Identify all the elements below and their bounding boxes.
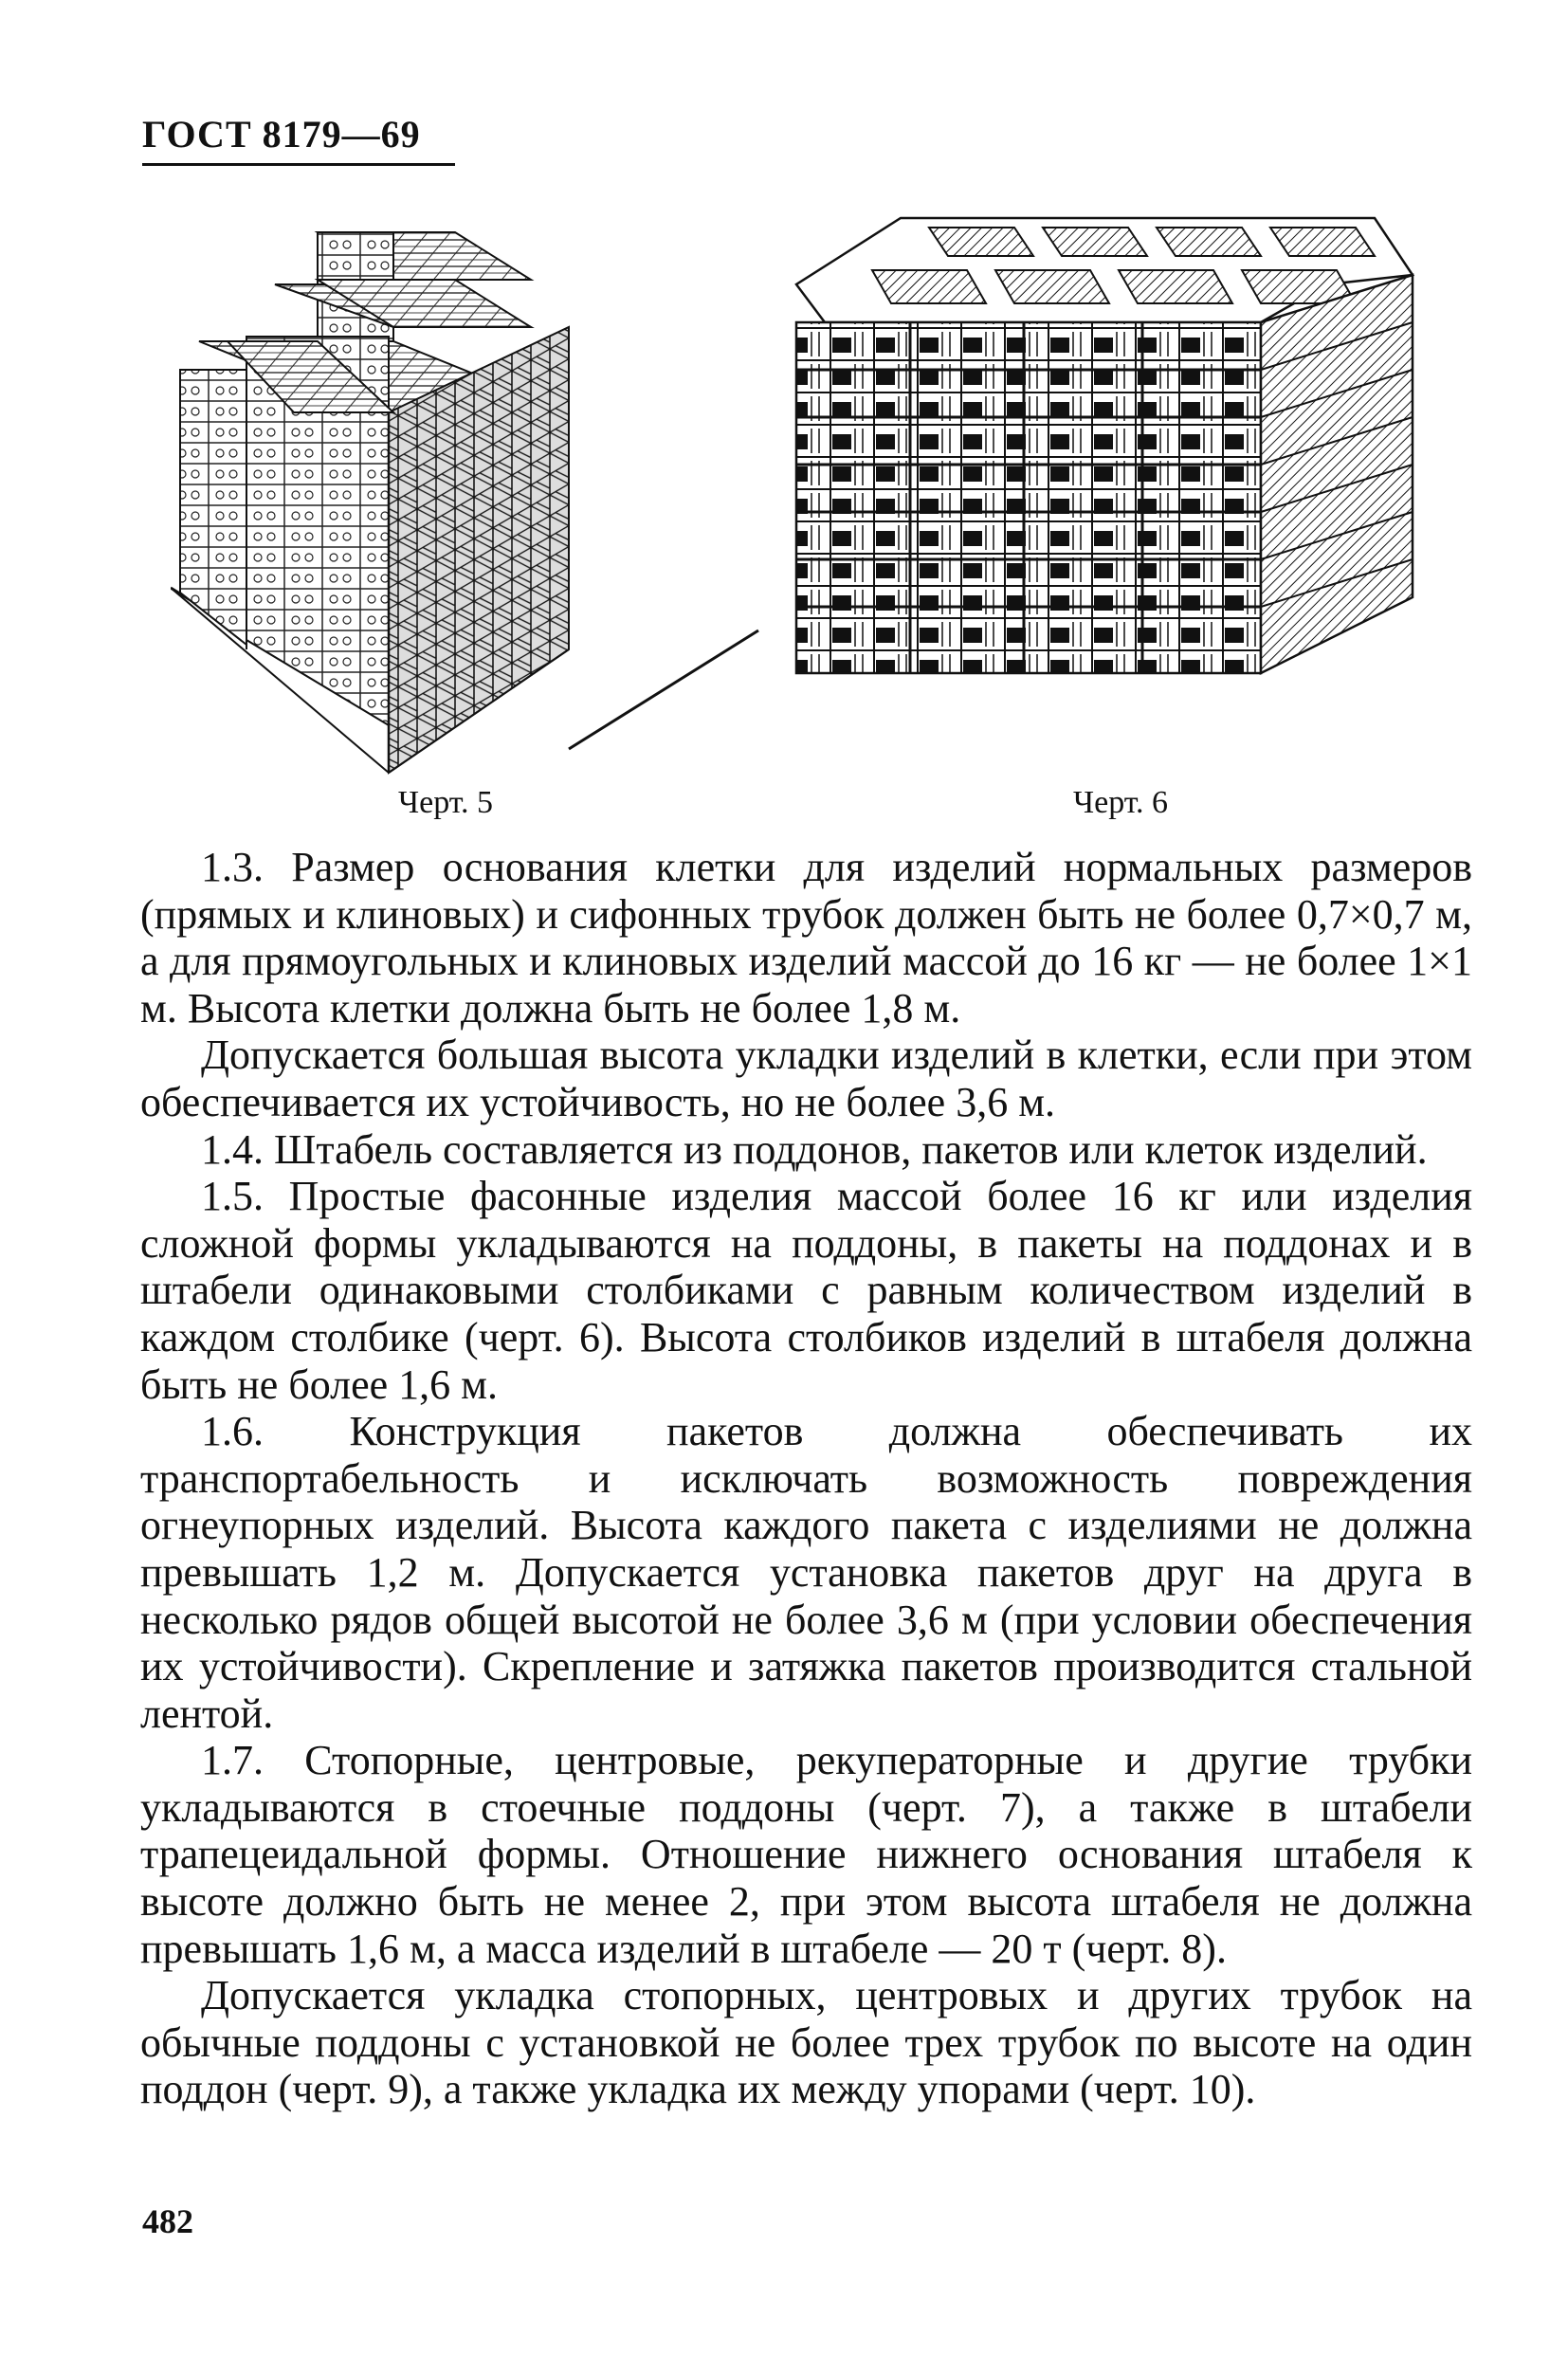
body-text (140, 844, 1472, 2113)
paragraph-1-4: 1.4. Штабель составляется из поддонов, пакетов или клеток изделий. (201, 1125, 1428, 1173)
figure-6-product-stack (787, 199, 1431, 721)
header-rule (142, 163, 455, 166)
paragraph-1-6: 1.6. Конструкция пакетов должна обеспечивать их транспортабельность и исключать возможность повреждения огнеупорных изделий. Высота каждого пакета с изделиями не должна превышать 1,2 м. Допускается установка пакетов друг на друга в несколько рядов общей высотой не более 3,6 м (при условии обеспечения их устойчивости). Скрепление и затяжка пакетов производится стальной лентой. (140, 1408, 1472, 1737)
paragraph-1-7-note: Допускается укладка стопорных, центровых и других трубок на обычные поддоны с установкой не более трех трубок по высоте на один поддон (черт. 9), а также укладка их между упорами (черт. 10). (140, 1972, 1472, 2113)
paragraph-1-7: 1.7. Стопорные, центровые, рекуператорные и другие трубки укладываются в стоечные поддоны (черт. 7), а также в штабели трапецеидальной формы. Отношение нижнего основания штабеля к высоте должно быть не менее 2, при этом высота штабеля не должна превышать 1,6 м, а масса изделий в штабеле — 20 т (черт. 8). (140, 1737, 1472, 1972)
figure-5-drawing (171, 213, 777, 792)
figure-5-brick-stack (171, 213, 777, 792)
standard-header: ГОСТ 8179—69 (142, 113, 421, 155)
page-number: 482 (142, 2202, 193, 2240)
paragraph-1-3: 1.3. Размер основания клетки для изделий нормальных размеров (прямых и клиновых) и сифонных трубок должен быть не более 0,7×0,7 м, а для прямоугольных и клиновых изделий массой до 16 кг — не более 1×1 м. Высота клетки должна быть не более 1,8 м. (140, 844, 1472, 1032)
figure-6-caption: Черт. 6 (1073, 785, 1169, 820)
figure-5-caption: Черт. 5 (398, 785, 494, 820)
paragraph-1-3-note: Допускается большая высота укладки изделий в клетки, если при этом обеспечивается их устойчивость, но не более 3,6 м. (140, 1032, 1472, 1125)
figure-6-drawing (787, 199, 1431, 721)
paragraph-1-5: 1.5. Простые фасонные изделия массой более 16 кг или изделия сложной формы укладываются на поддоны, в пакеты на поддонах и в штабели одинаковыми столбиками с равным количеством изделий в каждом столбике (черт. 6). Высота столбиков изделий в штабеля должна быть не более 1,6 м. (140, 1173, 1472, 1408)
